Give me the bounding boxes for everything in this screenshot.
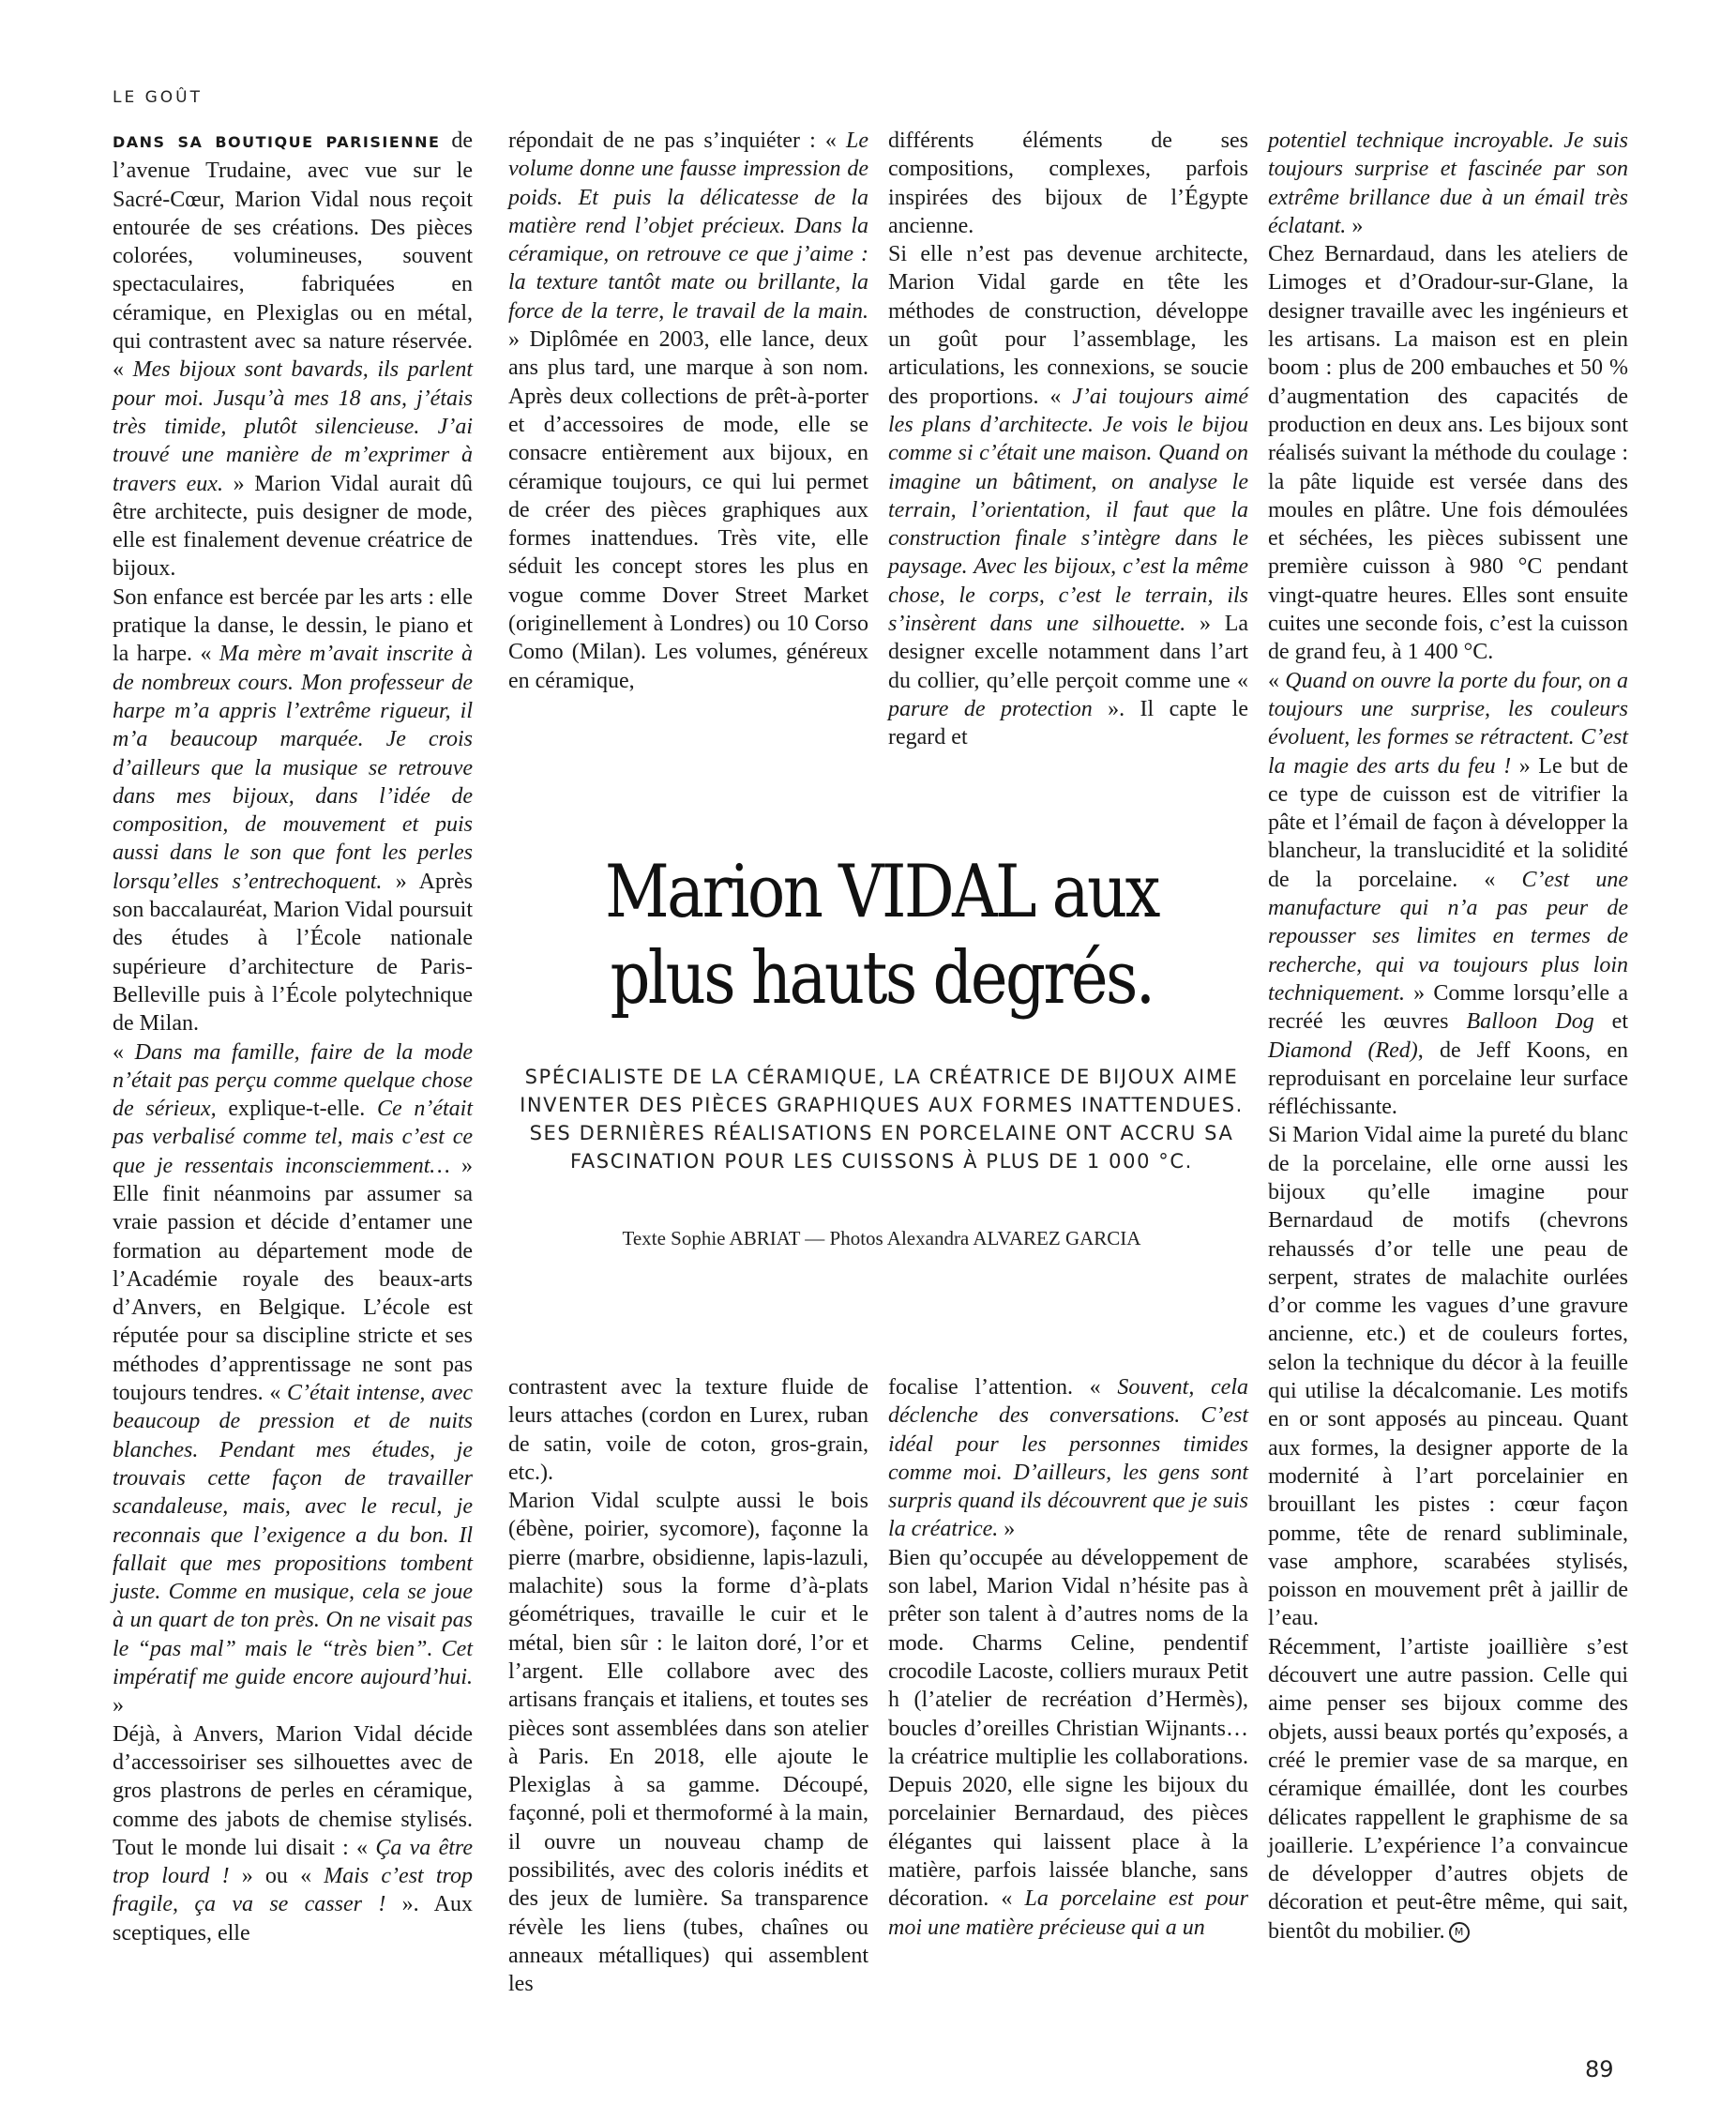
article-column-2-top [508, 127, 868, 736]
body-text: focalise l’attention. « [888, 1375, 1118, 1400]
section-label: LE GOÛT [113, 88, 203, 107]
quote-text: La porcelaine est pour moi une matière précieuse qui a un [888, 1886, 1248, 1940]
quote-text: C’est une manufacture qui n’a pas peur de repousser ses limites en termes de recherche, qui va toujours plus loin techniquement. [1268, 867, 1628, 1006]
quote-text: parure de protection [888, 696, 1093, 721]
body-text: Marion Vidal sculpte aussi le bois (ébène, poirier, sycomore), façonne la pierre (marbre, obsidienne, lapis-lazuli, malachite) sous la forme d’à-plats géométriques, travaille le cuir et le métal, bien sûr : le laiton doré, l’or et l’argent. Elle collabore avec des artisans français et italiens, et toutes ses pièces sont assemblées dans son atelier à Paris. En 2018, elle ajoute le Plexiglas à sa gamme. Découpé, façonné, poli et thermoformé à la main, il ouvre un nouveau champ de possibilités, avec des coloris inédits et des jeux de lumière. Sa transparence révèle les liens (tubes, chaînes ou anneaux métalliques) qui assemblent les [508, 1489, 868, 1997]
article-paragraph [888, 127, 1248, 240]
quote-text: Ça va être trop lourd ! [113, 1835, 473, 1889]
article-paragraph [1268, 240, 1628, 666]
article-column-4 [1268, 127, 1628, 1968]
body-text: » Marion Vidal aurait dû être architecte, puis designer de mode, elle est finalement devenue créatrice de bijoux. [113, 471, 474, 582]
article-paragraph [113, 1038, 473, 1720]
article-paragraph [508, 1487, 868, 1998]
article-column-1 [113, 127, 473, 1968]
body-text: répondait de ne pas s’inquiéter : « [508, 129, 846, 153]
quote-text: Le volume donne une fausse impression de poids. Et puis la délicatesse de la matière rend l’objet précieux. Dans la céramique, on retrouve ce que j’aime : la texture tantôt mate ou brillante, la force de la terre, le travail de la main. [508, 129, 868, 324]
article-paragraph [113, 1720, 473, 1947]
article-paragraph [113, 583, 473, 1038]
body-text: Son enfance est bercée par les arts : elle pratique la danse, le dessin, le piano et la harpe. « [113, 584, 473, 667]
credits: Texte Sophie ABRIAT — Photos Alexandra ALVAREZ GARCIA [622, 1227, 1141, 1249]
body-text: ». Aux sceptiques, elle [113, 1892, 473, 1946]
body-text: différents éléments de ses compositions, complexes, parfois inspirées des bijoux de l’Égypte ancienne. [888, 129, 1248, 238]
body-text: » ou « [229, 1864, 325, 1889]
article-paragraph [1268, 127, 1628, 240]
quote-text: Dans ma famille, faire de la mode n’était pas perçu comme quelque chose de sérieux, [113, 1039, 473, 1122]
body-text: , de Jeff Koons, en reproduisant en porcelaine leur surface réfléchissante. [1268, 1037, 1628, 1120]
quote-text: potentiel technique incroyable. Je suis toujours surprise et fascinée par son extrême brillance due à un émail très éclatant. [1268, 129, 1628, 238]
body-text: ». Il capte le regard et [888, 696, 1248, 750]
body-text: de l’avenue Trudaine, avec vue sur le Sacré-Cœur, Marion Vidal nous reçoit entourée de ses créations. Des pièces colorées, volumineuses, souvent spectaculaires, fabriquées en céramique, en Plexiglas ou en métal, qui contrastent avec sa nature réservée. « [113, 129, 473, 383]
headline: Marion VIDAL aux plus hauts degrés. [605, 850, 1158, 1021]
body-text: « [113, 1039, 135, 1065]
quote-text: C’était intense, avec beaucoup de pression et de nuits blanches. Pendant mes études, je trouvais cette façon de travailler scandaleuse, mais, avec le recul, je reconnais que l’exigence a du bon. Il fallait que mes propositions tombent juste. Comme en musique, cela se joue à un quart de ton près. On ne visait pas le “pas mal” mais le “très bien”. Cet impératif me guide encore aujourd’hui. [113, 1381, 473, 1690]
body-text: » La designer excelle notamment dans l’art du collier, qu’elle perçoit comme une « [888, 612, 1249, 693]
body-text: Récemment, l’artiste joaillière s’est découvert une autre passion. Celle qui aime penser ses bijoux comme des objets, aussi beaux portés qu’exposés, a créé le premier vase de sa marque, en céramique émaillée, dont les courbes délicates rappellent le graphisme de sa joaillerie. L’expérience l’a convaincue de développer d’autres objets de décoration et peut-être même, qui sait, bientôt du mobilier. [1268, 1634, 1628, 1944]
body-text: » Après son baccalauréat, Marion Vidal poursuit des études à l’École nationale supérieure d’architecture de Paris-Belleville puis à l’École polytechnique de Milan. [113, 869, 474, 1037]
article-paragraph [113, 127, 473, 583]
quote-text: Balloon Dog [1466, 1009, 1594, 1035]
body-text: » Comme lorsqu’elle a recréé les œuvres [1268, 980, 1628, 1035]
body-text: » Elle finit néanmoins par assumer sa vraie passion et décide d’entamer une formation au département mode de l’Académie royale des beaux-arts d’Anvers, en Belgique. L’école est réputée pour sa discipline stricte et ses méthodes d’apprentissage ne sont pas toujours tendres. « [113, 1153, 474, 1406]
body-text: » [998, 1517, 1016, 1542]
quote-text: J’ai toujours aimé les plans d’architecte. Je vois le bijou comme si c’était une maison. Quand on imagine un bâtiment, on analyse le terrain, l’orientation, il faut que la construction finale s’intègre dans le paysage. Avec les bijoux, c’est la même chose, le corps, c’est le terrain, ils s’insèrent dans une silhouette. [888, 384, 1249, 637]
body-text: Bien qu’occupée au développement de son label, Marion Vidal n’hésite pas à prêter son talent à d’autres noms de la mode. Charms Celine, pendentif crocodile Lacoste, colliers muraux Petit h (l’atelier de recréation d’Hermès), boucles d’oreilles Christian Wijnants… la créatrice multiplie les collaborations. Depuis 2020, elle signe les bijoux du porcelainier Bernardaud, des pièces élégantes qui laissent place à la matière, parfois laissée blanche, sans décoration. « [888, 1545, 1248, 1912]
body-text: » [1346, 213, 1364, 238]
article-paragraph [1268, 1121, 1628, 1632]
article-paragraph [888, 240, 1248, 751]
body-text: » Le but de ce type de cuisson est de vitrifier la pâte et l’émail de façon à développer la blancheur, la translucidité et la solidité de la porcelaine. « [1268, 753, 1628, 892]
body-text: Chez Bernardaud, dans les ateliers de Limoges et d’Oradour-sur-Glane, la designer travaille avec les ingénieurs et les artisans. La maison est en plein boom : plus de 200 embauches et 50 % d’augmentation des capacités de production en deux ans. Les bijoux sont réalisés suivant la méthode du coulage : la pâte liquide est versée dans des moules en plâtre. Une fois démoulées et séchées, les pièces subissent une première cuisson à 980 °C pendant vingt-quatre heures. Elles sont ensuite cuites une seconde fois, c’est la cuisson de grand feu, à 1 400 °C. [1268, 242, 1628, 665]
article-column-3-bottom [888, 1373, 1248, 1968]
article-paragraph [888, 1544, 1248, 1942]
body-text: « [1268, 668, 1286, 693]
article-paragraph [508, 1373, 868, 1487]
body-text: contrastent avec la texture fluide de leurs attaches (cordon en Lurex, ruban de satin, voile de coton, gros-grain, etc.). [508, 1375, 868, 1485]
body-text: explique-t-elle. [216, 1097, 377, 1122]
quote-text: Ce n’était pas verbalisé comme tel, mais c’est ce que je ressentais inconsciemment… [113, 1097, 473, 1178]
end-mark-icon: M [1449, 1922, 1470, 1943]
page-number: 89 [1585, 2056, 1614, 2082]
article-column-3-top [888, 127, 1249, 750]
standfirst: SPÉCIALISTE DE LA CÉRAMIQUE, LA CRÉATRICE DE BIJOUX AIME INVENTER DES PIÈCES GRAPHIQUES AUX FORMES INATTENDUES. SES DERNIÈRES RÉALISATIONS EN PORCELAINE ONT ACCRU SA FASCINATION POUR LES CUISSONS À PLUS DE 1 000 °C. [520, 1066, 1244, 1173]
body-text: » Diplômée en 2003, elle lance, deux ans plus tard, une marque à son nom. Après deux collections de prêt-à-porter et d’accessoires de mode, elle se consacre entièrement aux bijoux, en céramique toujours, ce qui lui permet de créer des pièces graphiques aux formes inattendues. Très vite, elle séduit les concept stores les plus en vogue comme Dover Street Market (originellement à Londres) ou 10 Corso Como (Milan). Les volumes, généreux en céramique, [508, 327, 868, 693]
article-column-2-bottom [508, 1373, 868, 1997]
body-text: » [113, 1693, 124, 1719]
article-paragraph [1268, 1633, 1628, 1946]
article-paragraph [888, 1373, 1248, 1544]
quote-text: Mais c’est trop fragile, ça va se casser ! [113, 1864, 473, 1917]
quote-text: Diamond (Red) [1268, 1037, 1418, 1063]
quote-text: Ma mère m’avait inscrite à de nombreux cours. Mon professeur de harpe m’a appris l’extrême rigueur, il m’a beaucoup marquée. Je crois d’ailleurs que la musique se retrouve dans mes bijoux, dans l’idée de composition, de mouvement et puis aussi dans le son que font les perles lorsqu’elles s’entrechoquent. [113, 642, 473, 894]
quote-text: Mes bijoux sont bavards, ils parlent pour moi. Jusqu’à mes 18 ans, j’étais très timide, plutôt silencieuse. J’ai trouvé une manière de m’exprimer à travers eux. [113, 357, 473, 496]
lead-in: DANS SA BOUTIQUE PARISIENNE [113, 133, 441, 151]
article-paragraph [508, 127, 868, 695]
quote-text: Souvent, cela déclenche des conversations. C’est idéal pour les personnes timides comme moi. D’ailleurs, les gens sont surpris quand ils découvrent que je suis la créatrice. [888, 1375, 1248, 1542]
body-text: Si elle n’est pas devenue architecte, Marion Vidal garde en tête les méthodes de construction, développe un goût pour l’assemblage, les articulations, les connexions, se soucie des proportions. « [888, 242, 1248, 409]
body-text: Déjà, à Anvers, Marion Vidal décide d’accessoiriser ses silhouettes avec de gros plastrons de perles en céramique, comme des jabots de chemise stylisés. Tout le monde lui disait : « [113, 1721, 473, 1860]
body-text: et [1593, 1009, 1628, 1035]
article-paragraph [1268, 667, 1628, 1122]
body-text: Si Marion Vidal aime la pureté du blanc de la porcelaine, elle orne aussi les bijoux qu’elle imagine pour Bernardaud de motifs (chevrons rehaussés d’or telle une peau de serpent, strates de malachite ourlées d’or comme les vagues d’une gravure ancienne, etc.) et de couleurs fortes, selon la technique du décor à la feuille qui utilise la décalcomanie. Les motifs en or sont apposés au pinceau. Quant aux formes, la designer apporte de la modernité à l’art porcelainier en brouillant les pistes : cœur façon pomme, tête de renard subliminale, vase amphore, scarabées stylisés, poisson en mouvement prêt à jaillir de l’eau. [1268, 1123, 1629, 1631]
quote-text: Quand on ouvre la porte du four, on a toujours une surprise, les couleurs évoluent, les formes se rétractent. C’est la magie des arts du feu ! [1268, 668, 1628, 779]
